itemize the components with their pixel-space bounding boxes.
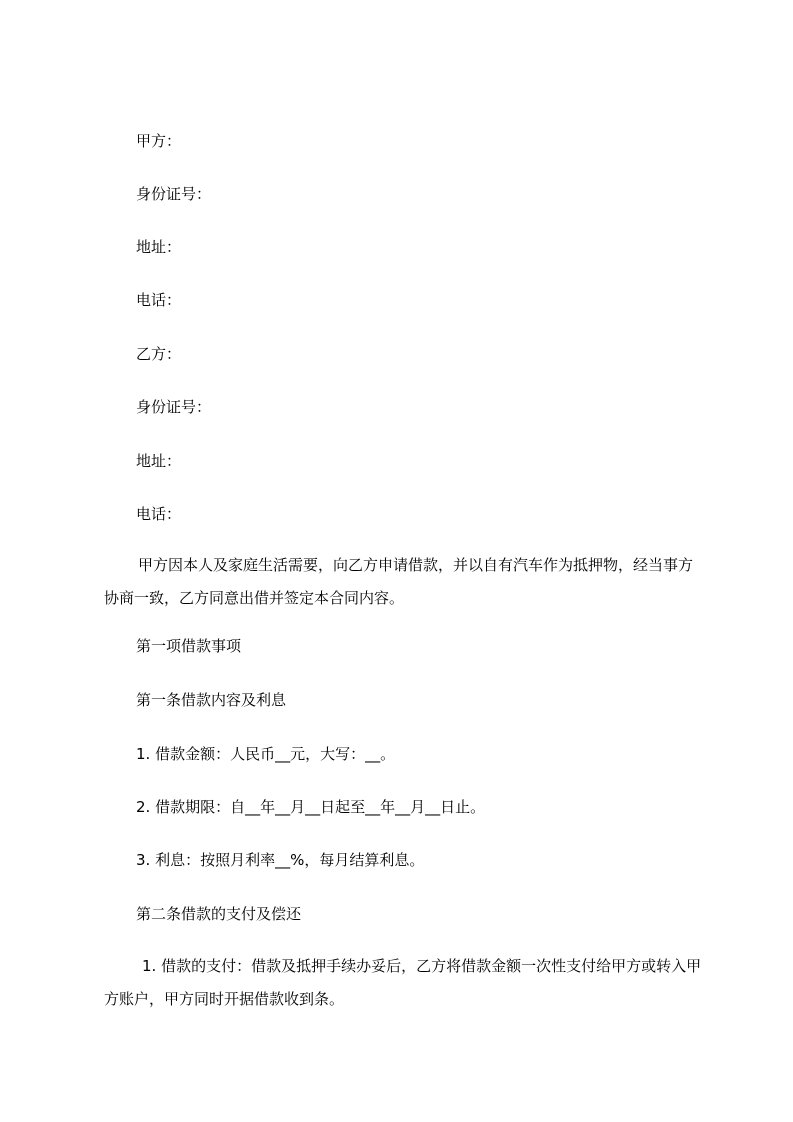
section-title: 第一项借款事项 — [136, 637, 242, 655]
party-a-address-label: 地址： — [136, 238, 182, 256]
article-1-title: 第一条借款内容及利息 — [136, 691, 287, 709]
article-1-item-interest: 3. 利息：按照月利率__%，每月结算利息。 — [136, 851, 425, 869]
party-b-id-label: 身份证号： — [136, 398, 212, 416]
party-b-label: 乙方： — [136, 345, 182, 363]
article-1-item-term: 2. 借款期限：自__年__月__日起至__年__月__日止。 — [136, 798, 486, 816]
party-a-id-label: 身份证号： — [136, 185, 212, 203]
article-1-item-amount: 1. 借款金额：人民币__元，大写：__。 — [136, 745, 396, 763]
party-a-label: 甲方： — [136, 132, 182, 150]
party-b-address-label: 地址： — [136, 452, 182, 470]
party-b-phone-label: 电话： — [136, 505, 182, 523]
article-2-item-payment: 1. 借款的支付：借款及抵押手续办妥后，乙方将借款金额一次性支付给甲方或转入甲方账户，甲方同时开据借款收到条。 — [104, 957, 702, 1008]
article-2-title: 第二条借款的支付及偿还 — [136, 905, 302, 923]
intro-paragraph: 甲方因本人及家庭生活需要，向乙方申请借款，并以自有汽车作为抵押物，经当事方协商一致，乙方同意出借并签定本合同内容。 — [104, 556, 694, 607]
party-a-phone-label: 电话： — [136, 291, 182, 309]
